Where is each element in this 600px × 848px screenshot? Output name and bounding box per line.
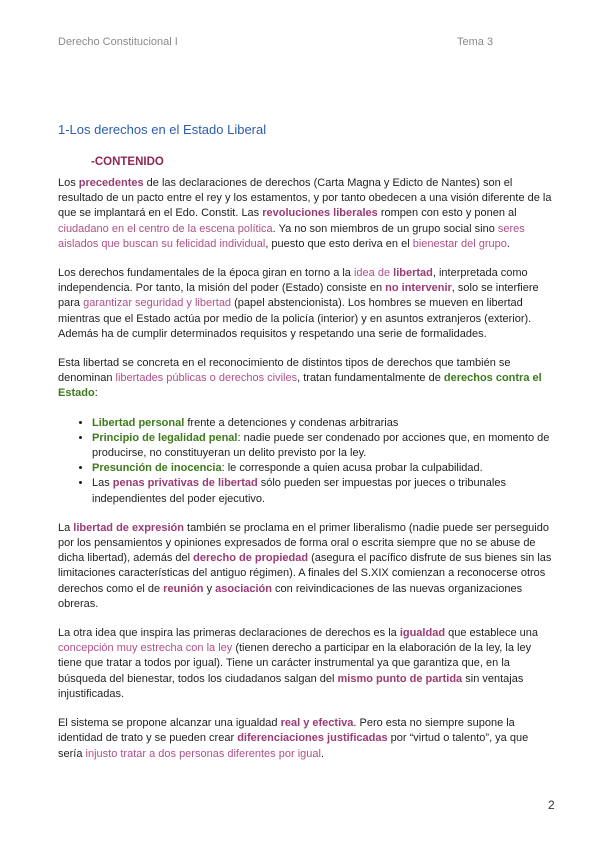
highlighted-text: libertad [393,267,433,280]
highlighted-text: ciudadano en el centro de la escena política [58,222,273,235]
highlighted-text: Presunción de inocencia [92,462,222,475]
text-run: y [203,582,216,595]
header-topic: Tema 3 [457,36,494,48]
text-run: , puesto que esto deriva en el [265,237,413,250]
highlighted-text: precedentes [78,177,144,189]
highlighted-text: libertad de expresión [73,521,184,534]
text-run: de las declaraciones de derechos (Carta Magna y Edicto de Nantes) son el resultado de un pacto entre el rey y los estamentos, y por tanto obedecen a una visión diferente de la que se implantará en el Edo. Constit. Las [58,177,552,220]
paragraph [58,176,554,252]
rights-list [58,416,554,507]
text-run: : [94,387,98,400]
text-run: Las [92,477,113,490]
text-run: La otra idea que inspira las primeras declaraciones de derechos es la [58,627,400,640]
highlighted-text: penas privativas de libertad [112,477,258,490]
list-item [92,416,554,431]
text-run: . Pero esta no siempre supone la identidad de trato y se pueden crear [58,717,515,745]
highlighted-text: derecho de propiedad [193,552,309,565]
highlighted-text: asociación [215,582,272,595]
text-run: sólo pueden ser impuestas por jueces o tribunales independientes del poder ejecutivo. [92,477,506,505]
page-number: 2 [548,798,555,812]
highlighted-text: Principio de legalidad penal [92,431,238,444]
text-run: . [320,747,324,760]
text-run: El sistema se propone alcanzar una igualdad [58,717,281,730]
highlighted-text: idea de [353,267,394,280]
text-run: frente a detenciones y condenas arbitrarias [184,416,399,429]
text-run: : nadie puede ser condenado por acciones que, en momento de producirse, no constituyeran un delito previsto por la ley. [92,431,550,460]
paragraph [58,716,554,762]
text-run: : le corresponde a quien acusa probar la culpabilidad. [221,462,483,475]
text-run: . Ya no son miembros de un grupo social sino [272,222,498,235]
text-run: rompen con esto y ponen al [377,207,517,220]
paragraph [58,356,554,402]
text-run: Esta libertad se concreta en el reconocimiento de distintos tipos de derechos que también se denominan [58,357,511,385]
text-run: sin ventajas injustificadas. [58,672,524,700]
text-run: (asegura el pacífico disfrute de sus bienes sin las limitaciones características del antiguo régimen). A finales del S.XIX comienzan a reconocerse otros derechos como el de [58,552,552,595]
highlighted-text: libertades públicas o derechos civiles [115,372,298,385]
highlighted-text: no intervenir [385,282,452,295]
text-run: , solo se interfiere para [58,282,539,310]
text-run: Los derechos fundamentales de la época giran en torno a la [58,267,354,280]
highlighted-text: seres aislados que buscan su felicidad individual [58,222,525,250]
text-run: que establece una [445,627,539,640]
text-run: La [58,521,74,534]
header-course: Derecho Constitucional I [58,36,178,48]
document-body [58,176,554,776]
text-run: (papel abstencionista). Los hombres se mueven en libertad mientras que el Estado actúa por medio de la policía (interior) y en asuntos extranjeros (exterior). Además ha de cumplir determinados requisitos y respetando una serie de formalidades. [58,297,532,340]
list-item [92,431,554,461]
text-run: . [506,237,510,250]
list-item [92,461,554,476]
highlighted-text: diferenciaciones justificadas [237,732,388,745]
list-item [92,476,554,506]
text-run: (tienen derecho a participar en la elaboración de la ley, la ley tiene que tratar a todos por igual). Tiene un carácter instrumental ya que garantiza que, en la búsqueda del bienestar, todos los ciudadanos salgan del [58,642,532,685]
highlighted-text: real y efectiva [280,717,354,730]
highlighted-text: revoluciones liberales [262,207,378,220]
highlighted-text: Libertad personal [92,416,185,429]
highlighted-text: mismo punto de partida [337,672,463,685]
highlighted-text: derechos contra el Estado [58,372,542,400]
text-run: , tratan fundamentalmente de [297,372,444,385]
text-run: con reivindicaciones de las nuevas organizaciones obreras. [58,582,523,610]
highlighted-text: reunión [163,582,204,595]
subhead-contenido: -CONTENIDO [91,156,164,168]
section-title: 1-Los derechos en el Estado Liberal [58,122,267,137]
paragraph [58,626,554,702]
highlighted-text: bienestar del grupo [412,237,507,250]
highlighted-text: igualdad [399,627,446,640]
highlighted-text: injusto tratar a dos personas diferentes por igual [85,747,321,760]
text-run: también se proclama en el primer liberalismo (nadie puede ser perseguido por los pensamientos y opiniones expresados de forma oral o escrita siempre que no se abuse de dicha libertad), además del [58,521,549,565]
highlighted-text: concepción muy estrecha con la ley [58,642,233,655]
text-run: Los [58,177,79,189]
highlighted-text: garantizar seguridad y libertad [83,297,232,310]
text-run: por “virtud o talento”, ya que sería [58,732,529,760]
text-run: , interpretada como independencia. Por tanto, la misión del poder (Estado) consiste en [58,267,528,295]
paragraph [58,266,554,342]
paragraph [58,521,554,612]
